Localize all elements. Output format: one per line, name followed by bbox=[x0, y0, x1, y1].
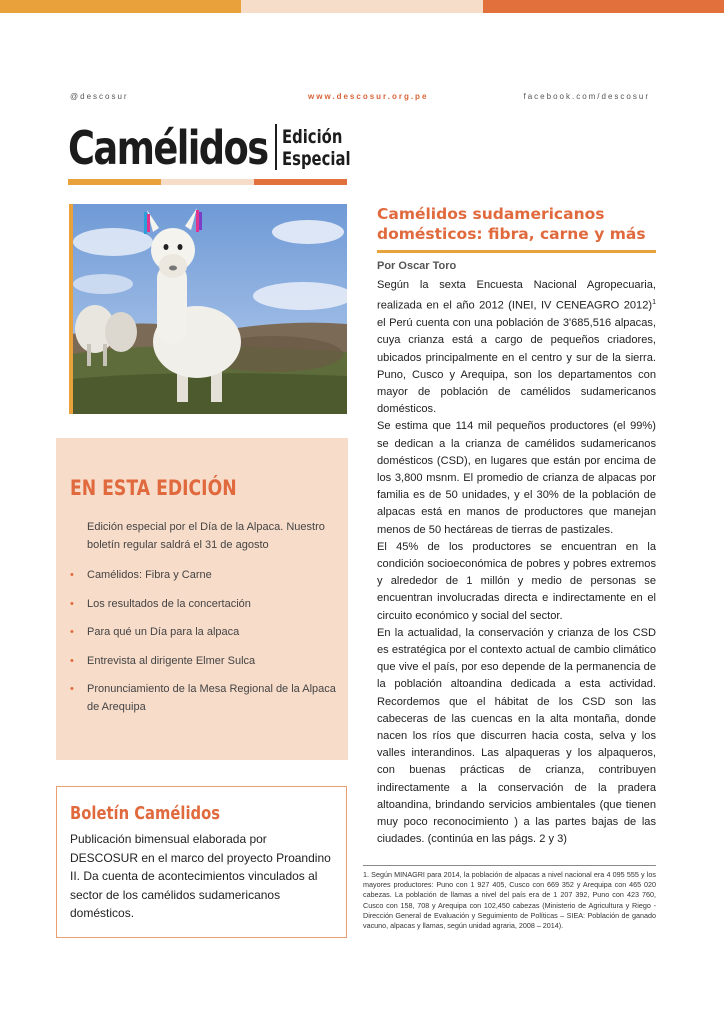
list-item-label: Los resultados de la concertación bbox=[87, 597, 251, 610]
boletin-box bbox=[56, 786, 347, 938]
list-item[interactable] bbox=[70, 566, 344, 584]
alpaca-photo-illustration bbox=[73, 204, 347, 414]
masthead bbox=[68, 120, 351, 188]
list-item[interactable] bbox=[70, 680, 344, 716]
bullet-icon: • bbox=[70, 569, 74, 581]
masthead-color-bar bbox=[68, 179, 347, 185]
mast-bar-light bbox=[161, 179, 254, 185]
list-item-label: Entrevista al dirigente Elmer Sulca bbox=[87, 654, 256, 667]
top-bar-orange bbox=[483, 0, 724, 13]
bullet-icon: • bbox=[70, 626, 74, 638]
bullet-icon: • bbox=[70, 597, 74, 610]
masthead-title: Camélidos bbox=[68, 121, 268, 175]
article-paragraph-4: En la actualidad, la conservación y crianza de los CSD es estratégica por el contexto actual de cambio climático que vive el país, por eso depende de la permanencia de la población altoandina dedicada a esta actividad. Recordemos que el hábitat de los CSD son las cabeceras de las cuencas en la alta montaña, donde nacen los ríos que discurren hacia costa, selva y los valles interandinos. Las alpaqueras y los alpaqueros, con buenas prácticas de crianza, contribuyen indirectamente a la conservación de la pradera altoandina, brindando servicios ambientales (que tienen muy poco reconocimiento ) a las partes bajas de las ciudades. (continúa en las págs. 2 y 3) bbox=[377, 626, 656, 846]
top-bar-gold bbox=[0, 0, 241, 13]
article-body bbox=[377, 277, 656, 848]
top-color-bar bbox=[0, 0, 724, 13]
p1-text-a: Según la sexta Encuesta Nacional Agropecuaria, realizada en el año 2012 (INEI, IV CENEAGRO 2012) bbox=[377, 279, 656, 312]
masthead-subtitle-line1: Edición bbox=[282, 126, 343, 148]
mast-bar-orange bbox=[254, 179, 347, 185]
mast-bar-gold bbox=[68, 179, 161, 185]
masthead-divider bbox=[275, 124, 277, 170]
facebook-link[interactable]: facebook.com/descosur bbox=[523, 92, 650, 101]
article-paragraph-1 bbox=[377, 277, 656, 418]
list-item[interactable] bbox=[70, 595, 344, 613]
article-paragraph-2: Se estima que 114 mil pequeños productores (el 99%) se dedican a la crianza de camélidos sudamericanos domésticos (CSD), en lugares que están por encima de los 3,800 msnm. El promedio de crianza de alpacas por familia es de 50 unidades, y el 30% de la población de alpacas está en manos de productores que manejan menos de 50 hectáreas de tierras de pastizales. bbox=[377, 420, 656, 536]
masthead-subtitle-line2: Especial bbox=[282, 148, 351, 170]
website-link[interactable]: www.descosur.org.pe bbox=[308, 92, 429, 101]
list-item[interactable] bbox=[70, 623, 344, 641]
edition-title: EN ESTA EDICIÓN bbox=[70, 476, 237, 500]
edition-box bbox=[56, 438, 348, 760]
article-byline: Por Oscar Toro bbox=[377, 260, 457, 272]
masthead-subtitle bbox=[282, 126, 351, 170]
footnote-ref[interactable]: 1 bbox=[652, 299, 656, 307]
list-item-label: Para qué un Día para la alpaca bbox=[87, 626, 240, 638]
list-item-label: Pronunciamiento de la Mesa Regional de la Alpaca de Arequipa bbox=[87, 683, 336, 713]
article-title: Camélidos sudamericanos domésticos: fibra, carne y más bbox=[377, 205, 646, 243]
edition-list bbox=[70, 566, 344, 727]
alpaca-photo bbox=[69, 204, 347, 414]
bullet-icon: • bbox=[70, 683, 74, 695]
footnote-divider bbox=[363, 865, 656, 866]
bullet-icon: • bbox=[70, 654, 74, 667]
top-bar-light bbox=[241, 0, 482, 13]
boletin-title: Boletín Camélidos bbox=[70, 803, 221, 824]
article-title-rule bbox=[377, 250, 656, 253]
list-item[interactable] bbox=[70, 652, 344, 670]
article-paragraph-3: El 45% de los productores se encuentran en la condición socioeconómica de pobres y pobres extremos y alrededor de 1 millón y medio de personas se encuentran involucradas directa e indirectamente en el circuito económico y social del sector. bbox=[377, 540, 656, 622]
social-handle: @descosur bbox=[70, 92, 129, 101]
edition-intro: Edición especial por el Día de la Alpaca. Nuestro boletín regular saldrá el 31 de agosto bbox=[87, 521, 325, 551]
boletin-text: Publicación bimensual elaborada por DESCOSUR en el marco del proyecto Proandino II. Da cuenta de acontecimientos vinculados al sector de los camélidos sudamericanos domésticos. bbox=[70, 832, 331, 920]
p1-text-b: el Perú cuenta con una población de 3'685,516 alpacas, cuya crianza está a cargo de pequeños criadores, ubicados principalmente en el centro y sur de la sierra. Puno, Cusco y Arequipa, son los departamentos con mayor de población de camélidos sudamericanos domésticos. bbox=[377, 317, 656, 416]
list-item-label: Camélidos: Fibra y Carne bbox=[87, 569, 212, 581]
footnote: 1. Según MINAGRI para 2014, la población de alpacas a nivel nacional era 4 095 555 y los mayores productores: Puno con 1 927 405, Cusco con 669 352 y Arequipa con 465 020 cabezas. La población de llamas a nivel del país era de 1 207 392, Puno con 423 760, Cusco con 158, 708 y Arequipa con 102,450 cabezas (Ministerio de Agricultura y Riego - Dirección General de Evaluación y Seguimiento de Políticas – SIEA: Población de ganado vacuno, alpacas y llamas, según unidad agraria, 2008 – 2014). bbox=[363, 870, 656, 931]
